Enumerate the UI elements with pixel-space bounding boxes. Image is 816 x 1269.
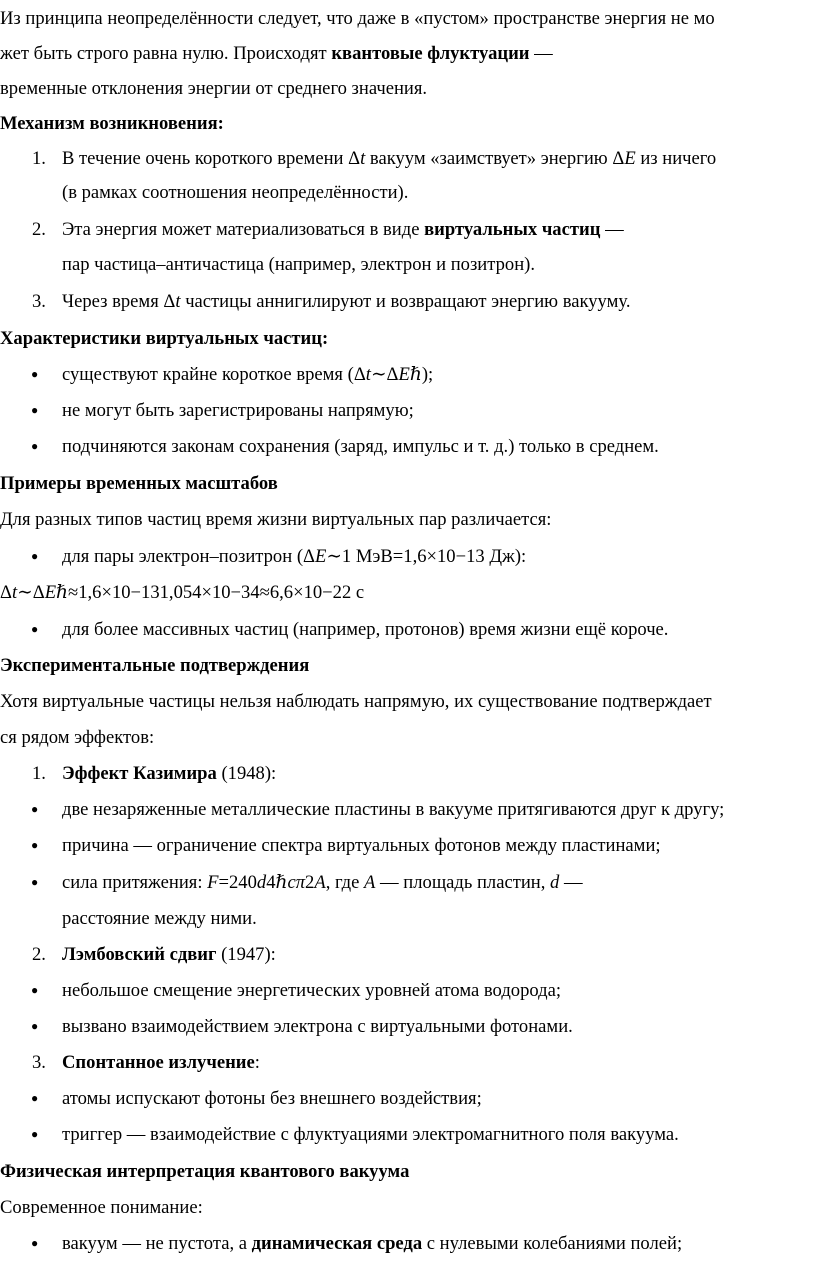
- var-a: A: [364, 872, 376, 893]
- item-text: :: [254, 1052, 260, 1073]
- item-text: вызвано взаимодействием электрона с виртуальными фотонами.: [62, 1016, 573, 1037]
- item-text: две незаряженные металлические пластины в вакууме притягиваются друг к другу;: [62, 799, 725, 820]
- interpretation-bullet-1: [0, 1225, 816, 1262]
- var-t: t: [360, 148, 366, 169]
- experimental-heading-text: Экспериментальные подтверждения: [0, 655, 310, 676]
- item-text: Эта энергия может материализоваться в виде: [62, 219, 425, 240]
- intro-dash: —: [529, 43, 553, 64]
- var-t: t: [175, 291, 181, 312]
- item-text: , где: [325, 872, 365, 893]
- item-text: (1948):: [216, 763, 277, 784]
- mechanism-item-1-cont: [0, 174, 816, 211]
- bullet-icon: ●: [31, 1019, 39, 1033]
- item-text: 2: [305, 872, 315, 893]
- formula-text: ≈1,6×10−131,054×10−34≈6,6×10−22 с: [68, 582, 365, 603]
- bullet-icon: ●: [31, 875, 39, 889]
- var-e: E: [314, 546, 327, 567]
- paragraph-text: Для разных типов частиц время жизни виртуальных пар различается:: [0, 509, 552, 530]
- item-text: ∼1 МэВ=1,6×10−13 Дж):: [326, 546, 527, 567]
- bullet-icon: ●: [31, 403, 39, 417]
- paragraph-text: Хотя виртуальные частицы нельзя наблюдать напрямую, их существование подтверждает: [0, 691, 712, 712]
- mechanism-heading-text: Механизм возникновения:: [0, 113, 224, 134]
- mechanism-item-2: [0, 211, 816, 248]
- var-t: t: [11, 582, 18, 603]
- item-text: существуют крайне короткое время (Δ: [62, 364, 366, 385]
- var-d: d: [550, 872, 560, 893]
- characteristics-heading: [0, 320, 816, 357]
- characteristics-item-3: [0, 428, 816, 465]
- timescales-item-1: [0, 538, 816, 575]
- bullet-icon: ●: [31, 367, 39, 381]
- var-d: d: [256, 872, 267, 893]
- item-text: не могут быть зарегистрированы напрямую;: [62, 400, 414, 421]
- characteristics-item-2: [0, 392, 816, 429]
- item-text: частицы аннигилируют и возвращают энергию вакууму.: [180, 291, 631, 312]
- mechanism-heading: [0, 105, 816, 142]
- item-text: из ничего: [635, 148, 717, 169]
- casimir-item: [0, 755, 816, 792]
- bullet-icon: ●: [31, 1236, 39, 1250]
- characteristics-item-1: [0, 356, 816, 393]
- item-text: вакуум «заимствует» энергию Δ: [365, 148, 625, 169]
- experimental-intro-1: [0, 683, 816, 720]
- lamb-item: [0, 936, 816, 973]
- dynamic-medium-term: динамическая среда: [251, 1233, 423, 1254]
- item-text: расстояние между ними.: [62, 908, 257, 929]
- intro-line-2: [0, 35, 816, 72]
- item-text: —: [559, 872, 583, 893]
- item-text: ∼Δ: [370, 364, 399, 385]
- item-text: подчиняются законам сохранения (заряд, импульс и т. д.) только в среднем.: [62, 436, 659, 457]
- item-text: вакуум — не пустота, а: [62, 1233, 252, 1254]
- intro-text-1: Из принципа неопределённости следует, что даже в «пустом» пространстве энергия не мо: [0, 8, 715, 29]
- item-text: атомы испускают фотоны без внешнего воздействия;: [62, 1088, 482, 1109]
- spontaneous-term: Спонтанное излучение: [62, 1052, 255, 1073]
- bullet-icon: ●: [31, 983, 39, 997]
- item-text: 4: [266, 872, 276, 893]
- item-text: =240: [218, 872, 257, 893]
- var-a: A: [314, 872, 326, 893]
- spontaneous-bullet-1: [0, 1080, 816, 1117]
- list-number: 2.: [32, 219, 46, 240]
- timescales-intro: [0, 501, 816, 538]
- lamb-bullet-1: [0, 972, 816, 1009]
- var-f: F: [207, 872, 219, 893]
- item-text: пар частица–античастица (например, электрон и позитрон).: [62, 254, 535, 275]
- timescales-heading: [0, 465, 816, 502]
- mechanism-item-2-cont: [0, 246, 816, 283]
- list-number: 2.: [32, 944, 46, 965]
- var-eh: Eℏ: [44, 582, 69, 603]
- casimir-bullet-3: [0, 864, 816, 901]
- item-text: с нулевыми колебаниями полей;: [422, 1233, 683, 1254]
- paragraph-text: Современное понимание:: [0, 1197, 203, 1218]
- bullet-icon: ●: [31, 439, 39, 453]
- list-number: 3.: [32, 1052, 46, 1073]
- bullet-icon: ●: [31, 1091, 39, 1105]
- interpretation-heading-text: Физическая интерпретация квантового вакуума: [0, 1161, 410, 1182]
- casimir-bullet-2: [0, 827, 816, 864]
- bullet-icon: ●: [31, 622, 39, 636]
- item-text: сила притяжения:: [62, 872, 208, 893]
- item-text: для более массивных частиц (например, протонов) время жизни ещё короче.: [62, 619, 669, 640]
- timescales-item-2: [0, 611, 816, 648]
- bullet-icon: ●: [31, 802, 39, 816]
- item-text: );: [421, 364, 434, 385]
- casimir-term: Эффект Казимира: [62, 763, 217, 784]
- paragraph-text: ся рядом эффектов:: [0, 727, 155, 748]
- item-text: небольшое смещение энергетических уровней атома водорода;: [62, 980, 562, 1001]
- characteristics-heading-text: Характеристики виртуальных частиц:: [0, 328, 329, 349]
- list-number: 1.: [32, 763, 46, 784]
- formula-text: ∼Δ: [17, 582, 45, 603]
- item-text: В течение очень короткого времени Δ: [62, 148, 361, 169]
- bullet-icon: ●: [31, 1127, 39, 1141]
- item-text: (1947):: [216, 944, 276, 965]
- interpretation-heading: [0, 1153, 816, 1190]
- mechanism-item-1: [0, 140, 816, 177]
- list-number: 1.: [32, 148, 46, 169]
- var-t: t: [365, 364, 371, 385]
- item-text: триггер — взаимодействие с флуктуациями электромагнитного поля вакуума.: [62, 1124, 679, 1145]
- var-e: E: [624, 148, 636, 169]
- mechanism-item-3: [0, 283, 816, 320]
- casimir-bullet-1: [0, 791, 816, 828]
- intro-line-3: [0, 70, 816, 107]
- lamb-term: Лэмбовский сдвиг: [62, 944, 217, 965]
- timescales-formula: [0, 574, 816, 611]
- spontaneous-item: [0, 1044, 816, 1081]
- intro-text-3: временные отклонения энергии от среднего значения.: [0, 78, 428, 99]
- spontaneous-bullet-2: [0, 1116, 816, 1153]
- item-text: для пары электрон–позитрон (Δ: [62, 546, 315, 567]
- interpretation-intro: [0, 1189, 816, 1226]
- quantum-fluctuations-term: квантовые флуктуации: [331, 43, 530, 64]
- intro-text-2a: жет быть строго равна нулю. Происходят: [0, 43, 332, 64]
- experimental-intro-2: [0, 719, 816, 756]
- intro-line-1: [0, 0, 816, 37]
- var-eh: Eℏ: [398, 364, 422, 385]
- formula-text: Δ: [0, 582, 12, 603]
- casimir-bullet-3-cont: [0, 900, 816, 937]
- bullet-icon: ●: [31, 549, 39, 563]
- item-text: Через время Δ: [62, 291, 176, 312]
- item-text: причина — ограничение спектра виртуальных фотонов между пластинами;: [62, 835, 661, 856]
- experimental-heading: [0, 647, 816, 684]
- list-number: 3.: [32, 291, 46, 312]
- bullet-icon: ●: [31, 838, 39, 852]
- virtual-particles-term: виртуальных частиц: [424, 219, 601, 240]
- item-text: —: [600, 219, 624, 240]
- var-hcpi: ℏcπ: [275, 872, 306, 893]
- timescales-heading-text: Примеры временных масштабов: [0, 473, 278, 494]
- item-text: (в рамках соотношения неопределённости).: [62, 182, 409, 203]
- lamb-bullet-2: [0, 1008, 816, 1045]
- item-text: — площадь пластин,: [375, 872, 551, 893]
